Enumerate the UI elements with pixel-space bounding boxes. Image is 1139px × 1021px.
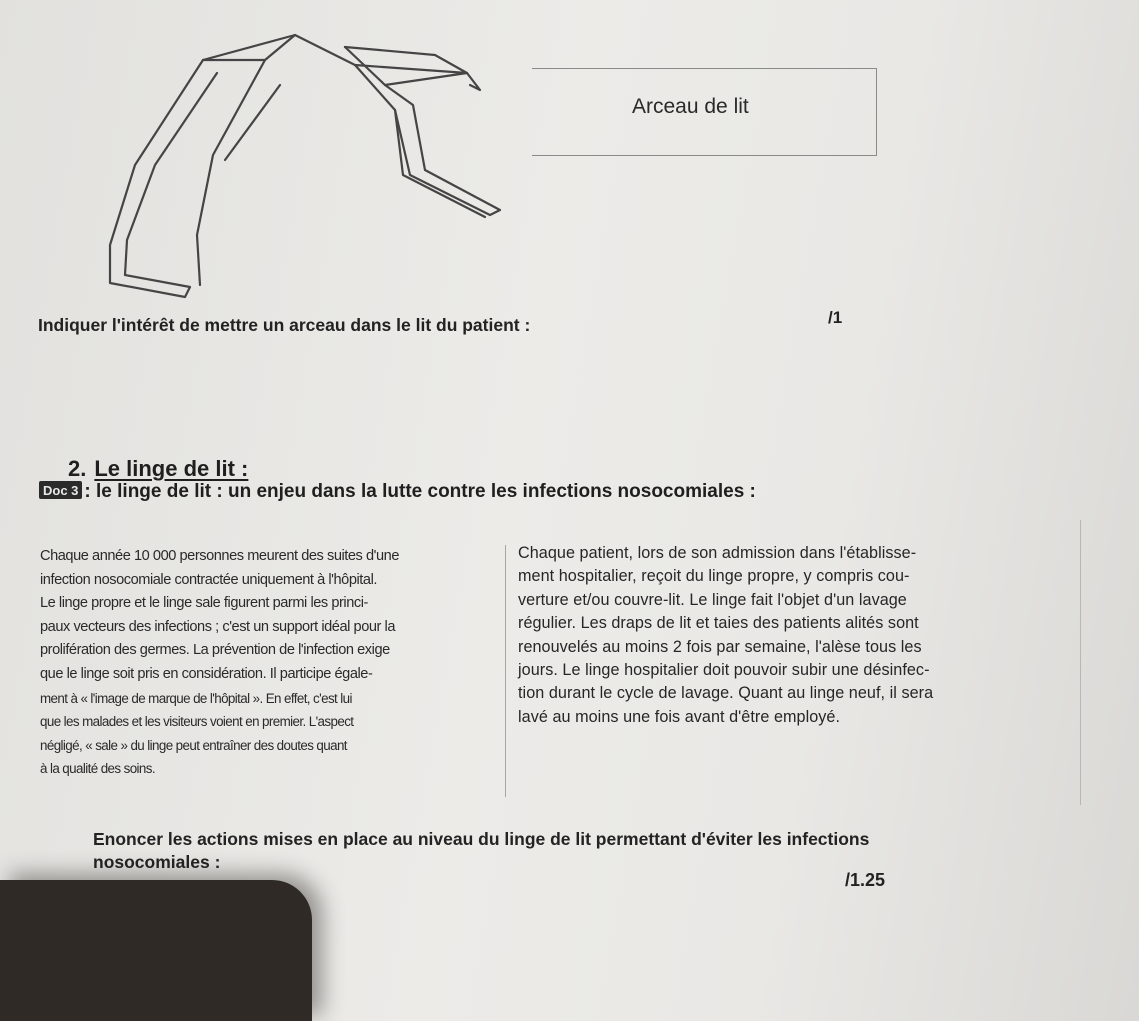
right-line: ment hospitalier, reçoit du linge propre, y compris cou- [518, 567, 910, 586]
left-line: négligé, « sale » du linge peut entraîner des doutes quant [40, 737, 347, 753]
section-number: 2. [68, 456, 87, 481]
question-2: Enoncer les actions mises en place au niveau du linge de lit permettant d'éviter les infections nosocomiales : [93, 829, 870, 872]
right-line: renouvelés au moins 2 fois par semaine, l'alèse tous les [518, 637, 922, 656]
figure-label-box [532, 68, 877, 156]
right-line: jours. Le linge hospitalier doit pouvoir subir une désinfec- [518, 661, 930, 680]
left-line: infection nosocomiale contractée uniquement à l'hôpital. [40, 571, 377, 588]
right-line: verture et/ou couvre-lit. Le linge fait l'objet d'un lavage [518, 590, 907, 609]
left-line: paux vecteurs des infections ; c'est un support idéal pour la [40, 618, 395, 635]
figure-label: Arceau de lit [632, 95, 749, 118]
section-title [68, 456, 248, 482]
question-2-score: /1.25 [845, 870, 886, 890]
bed-cradle-drawing [95, 25, 515, 315]
left-line: Le linge propre et le linge sale figurent parmi les princi- [40, 595, 368, 612]
document-right-column [518, 542, 1058, 729]
left-line: Chaque année 10 000 personnes meurent des suites d'une [40, 548, 400, 564]
left-line: que les malades et les visiteurs voient en premier. L'aspect [40, 714, 354, 730]
column-divider [505, 545, 506, 797]
right-line: lavé au moins une fois avant d'être employé. [518, 707, 841, 726]
question-1-score: /1 [828, 308, 843, 327]
document-left-column [40, 545, 500, 781]
right-line: Chaque patient, lors de son admission dans l'établisse- [518, 544, 917, 562]
document-badge: Doc 3 [39, 481, 82, 499]
left-line: que le linge soit pris en considération. Il participe égale- [40, 665, 373, 682]
section-title-text: Le linge de lit : [94, 456, 249, 481]
question-1: Indiquer l'intérêt de mettre un arceau dans le lit du patient : [38, 315, 531, 335]
right-line: tion durant le cycle de lavage. Quant au linge neuf, il sera [518, 684, 934, 703]
document-title: : le linge de lit : un enjeu dans la lutte contre les infections nosocomiales : [84, 481, 756, 502]
hand-shadow [0, 880, 312, 1021]
left-line: ment à « l'image de marque de l'hôpital ». En effet, c'est lui [40, 690, 352, 706]
document-title-line [39, 481, 756, 503]
left-line: prolifération des germes. La prévention de l'infection exige [40, 642, 390, 659]
left-line: à la qualité des soins. [40, 761, 155, 777]
right-line: régulier. Les draps de lit et taies des patients alités sont [518, 614, 919, 633]
